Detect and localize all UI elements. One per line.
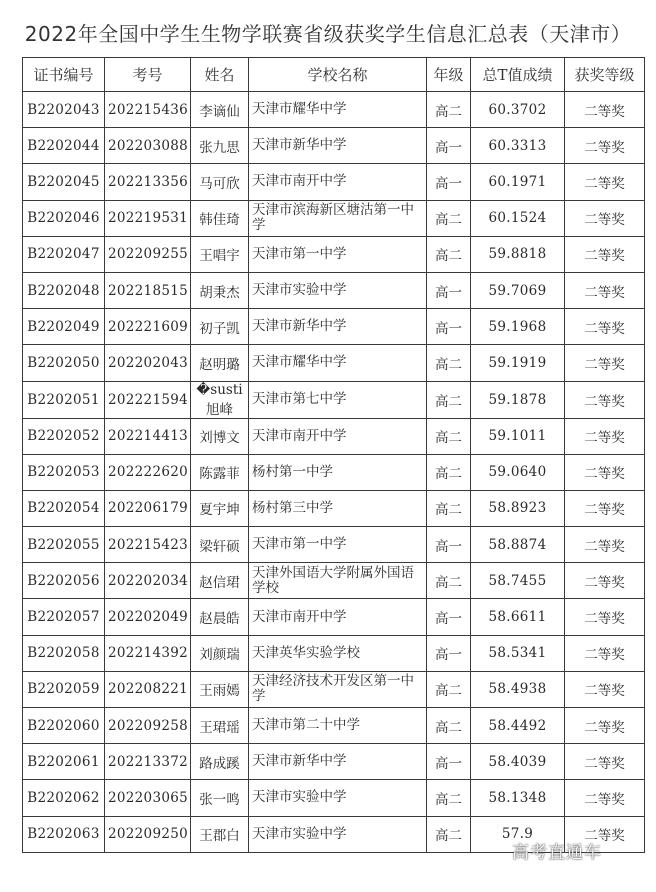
table-row xyxy=(23,381,645,418)
school-name-cell: 天津市实验中学 xyxy=(249,780,427,816)
school-name-cell: 天津市新华中学 xyxy=(249,309,427,345)
student-name-cell: 初子凯 xyxy=(191,309,249,345)
cert-number-cell: B2202052 xyxy=(23,418,105,454)
grade-cell: 高二 xyxy=(427,780,471,816)
score-cell: 58.4492 xyxy=(471,708,565,744)
exam-number-cell: 202214392 xyxy=(105,635,191,671)
school-name-cell: 天津市耀华中学 xyxy=(249,345,427,381)
school-name-cell: 天津英华实验学校 xyxy=(249,635,427,671)
student-name-cell: 李谪仙 xyxy=(191,92,249,128)
table-row xyxy=(23,92,645,128)
school-name-cell: 天津市耀华中学 xyxy=(249,92,427,128)
school-name-cell: 天津经济技术开发区第一中学 xyxy=(249,671,427,707)
grade-cell: 高一 xyxy=(427,635,471,671)
school-name-cell: 天津市南开中学 xyxy=(249,599,427,635)
school-name-cell: 天津市南开中学 xyxy=(249,418,427,454)
student-name-cell: 陈露菲 xyxy=(191,454,249,490)
grade-cell: 高二 xyxy=(427,200,471,236)
award-level-cell: 二等奖 xyxy=(565,599,645,635)
exam-number-cell: 202202043 xyxy=(105,345,191,381)
page-title: 2022年全国中学生生物学联赛省级获奖学生信息汇总表（天津市） xyxy=(24,22,632,46)
school-name-cell: 天津市新华中学 xyxy=(249,744,427,780)
exam-number-cell: 202215436 xyxy=(105,92,191,128)
table-row xyxy=(23,345,645,381)
school-name-cell: 天津市第二十中学 xyxy=(249,708,427,744)
grade-cell: 高二 xyxy=(427,816,471,852)
grade-cell: 高二 xyxy=(427,454,471,490)
exam-number-cell: 202209250 xyxy=(105,816,191,852)
student-name-cell: 王雨嫣 xyxy=(191,671,249,707)
score-cell: 59.1968 xyxy=(471,309,565,345)
student-name-cell: 赵信珺 xyxy=(191,563,249,599)
student-name-cell: 张一鸣 xyxy=(191,780,249,816)
student-name-cell: 王唱宇 xyxy=(191,236,249,272)
grade-cell: 高二 xyxy=(427,381,471,418)
cert-number-cell: B2202048 xyxy=(23,272,105,308)
score-cell: 59.7069 xyxy=(471,272,565,308)
school-name-cell: 天津市南开中学 xyxy=(249,164,427,200)
exam-number-cell: 202206179 xyxy=(105,490,191,526)
grade-cell: 高二 xyxy=(427,418,471,454)
cert-number-cell: B2202044 xyxy=(23,128,105,164)
cert-number-cell: B2202051 xyxy=(23,381,105,418)
score-cell: 58.4938 xyxy=(471,671,565,707)
grade-cell: 高一 xyxy=(427,128,471,164)
cert-number-cell: B2202059 xyxy=(23,671,105,707)
cert-number-cell: B2202061 xyxy=(23,744,105,780)
table-row xyxy=(23,272,645,308)
student-name-cell: 夏宇坤 xyxy=(191,490,249,526)
award-level-cell: 二等奖 xyxy=(565,635,645,671)
column-header-exam-number: 考号 xyxy=(105,58,191,92)
cert-number-cell: B2202060 xyxy=(23,708,105,744)
student-name-cell: �susti旭峰 xyxy=(191,381,249,418)
school-name-cell: 杨村第一中学 xyxy=(249,454,427,490)
cert-number-cell: B2202047 xyxy=(23,236,105,272)
table-row xyxy=(23,236,645,272)
score-cell: 58.4039 xyxy=(471,744,565,780)
column-header-award: 获奖等级 xyxy=(565,58,645,92)
student-name-cell: 张九思 xyxy=(191,128,249,164)
column-header-name: 姓名 xyxy=(191,58,249,92)
grade-cell: 高二 xyxy=(427,708,471,744)
cert-number-cell: B2202046 xyxy=(23,200,105,236)
award-level-cell: 二等奖 xyxy=(565,345,645,381)
table-row xyxy=(23,599,645,635)
exam-number-cell: 202209258 xyxy=(105,708,191,744)
award-level-cell: 二等奖 xyxy=(565,418,645,454)
score-cell: 58.8874 xyxy=(471,527,565,563)
cert-number-cell: B2202054 xyxy=(23,490,105,526)
score-cell: 58.1348 xyxy=(471,780,565,816)
cert-number-cell: B2202049 xyxy=(23,309,105,345)
table-row xyxy=(23,200,645,236)
column-header-score: 总T值成绩 xyxy=(471,58,565,92)
award-level-cell: 二等奖 xyxy=(565,236,645,272)
score-cell: 57.9 xyxy=(471,816,565,852)
table-row xyxy=(23,164,645,200)
school-name-cell: 杨村第三中学 xyxy=(249,490,427,526)
award-level-cell: 二等奖 xyxy=(565,816,645,852)
table-row xyxy=(23,744,645,780)
table-row xyxy=(23,309,645,345)
table-row xyxy=(23,671,645,707)
student-name-cell: 赵明璐 xyxy=(191,345,249,381)
award-level-cell: 二等奖 xyxy=(565,527,645,563)
grade-cell: 高二 xyxy=(427,490,471,526)
student-name-cell: 王珺瑶 xyxy=(191,708,249,744)
score-cell: 59.1878 xyxy=(471,381,565,418)
exam-number-cell: 202209255 xyxy=(105,236,191,272)
table-row xyxy=(23,780,645,816)
grade-cell: 高一 xyxy=(427,164,471,200)
grade-cell: 高二 xyxy=(427,92,471,128)
table-row xyxy=(23,418,645,454)
score-cell: 59.1919 xyxy=(471,345,565,381)
column-header-grade: 年级 xyxy=(427,58,471,92)
score-cell: 59.8818 xyxy=(471,236,565,272)
student-name-cell: 路成蹊 xyxy=(191,744,249,780)
student-name-cell: 王郡白 xyxy=(191,816,249,852)
exam-number-cell: 202202049 xyxy=(105,599,191,635)
award-level-cell: 二等奖 xyxy=(565,381,645,418)
school-name-cell: 天津市第一中学 xyxy=(249,236,427,272)
grade-cell: 高一 xyxy=(427,272,471,308)
cert-number-cell: B2202057 xyxy=(23,599,105,635)
school-name-cell: 天津市实验中学 xyxy=(249,272,427,308)
exam-number-cell: 202214413 xyxy=(105,418,191,454)
exam-number-cell: 202218515 xyxy=(105,272,191,308)
column-header-school: 学校名称 xyxy=(249,58,427,92)
award-level-cell: 二等奖 xyxy=(565,128,645,164)
exam-number-cell: 202221594 xyxy=(105,381,191,418)
header-row xyxy=(23,58,645,92)
award-level-cell: 二等奖 xyxy=(565,490,645,526)
exam-number-cell: 202221609 xyxy=(105,309,191,345)
exam-number-cell: 202215423 xyxy=(105,527,191,563)
score-cell: 58.6611 xyxy=(471,599,565,635)
student-name-cell: 刘博文 xyxy=(191,418,249,454)
award-level-cell: 二等奖 xyxy=(565,671,645,707)
award-level-cell: 二等奖 xyxy=(565,708,645,744)
table-row xyxy=(23,527,645,563)
grade-cell: 高二 xyxy=(427,236,471,272)
school-name-cell: 天津市新华中学 xyxy=(249,128,427,164)
grade-cell: 高一 xyxy=(427,309,471,345)
cert-number-cell: B2202058 xyxy=(23,635,105,671)
grade-cell: 高二 xyxy=(427,563,471,599)
school-name-cell: 天津市滨海新区塘沽第一中学 xyxy=(249,200,427,236)
student-name-cell: 韩佳琦 xyxy=(191,200,249,236)
grade-cell: 高二 xyxy=(427,671,471,707)
student-name-cell: 梁轩硕 xyxy=(191,527,249,563)
school-name-cell: 天津外国语大学附属外国语学校 xyxy=(249,563,427,599)
score-cell: 58.7455 xyxy=(471,563,565,599)
grade-cell: 高二 xyxy=(427,345,471,381)
score-cell: 58.5341 xyxy=(471,635,565,671)
table-row xyxy=(23,454,645,490)
school-name-cell: 天津市实验中学 xyxy=(249,816,427,852)
student-name-cell: 胡秉杰 xyxy=(191,272,249,308)
exam-number-cell: 202203088 xyxy=(105,128,191,164)
cert-number-cell: B2202045 xyxy=(23,164,105,200)
score-cell: 60.1524 xyxy=(471,200,565,236)
cert-number-cell: B2202062 xyxy=(23,780,105,816)
award-level-cell: 二等奖 xyxy=(565,454,645,490)
student-name-cell: 马可欣 xyxy=(191,164,249,200)
score-cell: 58.8923 xyxy=(471,490,565,526)
watermark: 高考直通车 xyxy=(512,843,602,863)
exam-number-cell: 202222620 xyxy=(105,454,191,490)
exam-number-cell: 202213356 xyxy=(105,164,191,200)
exam-number-cell: 202219531 xyxy=(105,200,191,236)
award-level-cell: 二等奖 xyxy=(565,563,645,599)
table-row xyxy=(23,128,645,164)
cert-number-cell: B2202053 xyxy=(23,454,105,490)
award-level-cell: 二等奖 xyxy=(565,309,645,345)
student-name-cell: 赵晨皓 xyxy=(191,599,249,635)
score-cell: 60.3313 xyxy=(471,128,565,164)
cert-number-cell: B2202056 xyxy=(23,563,105,599)
award-level-cell: 二等奖 xyxy=(565,272,645,308)
table-row xyxy=(23,563,645,599)
score-cell: 59.1011 xyxy=(471,418,565,454)
award-level-cell: 二等奖 xyxy=(565,780,645,816)
score-cell: 60.1971 xyxy=(471,164,565,200)
grade-cell: 高一 xyxy=(427,527,471,563)
cert-number-cell: B2202050 xyxy=(23,345,105,381)
award-level-cell: 二等奖 xyxy=(565,92,645,128)
table-body xyxy=(23,92,645,853)
exam-number-cell: 202208221 xyxy=(105,671,191,707)
student-name-cell: 刘颜瑞 xyxy=(191,635,249,671)
table-row xyxy=(23,490,645,526)
results-table xyxy=(22,57,645,853)
table-row xyxy=(23,635,645,671)
school-name-cell: 天津市第一中学 xyxy=(249,527,427,563)
school-name-cell: 天津市第七中学 xyxy=(249,381,427,418)
score-cell: 60.3702 xyxy=(471,92,565,128)
column-header-cert-number: 证书编号 xyxy=(23,58,105,92)
score-cell: 59.0640 xyxy=(471,454,565,490)
grade-cell: 高一 xyxy=(427,744,471,780)
exam-number-cell: 202203065 xyxy=(105,780,191,816)
award-level-cell: 二等奖 xyxy=(565,164,645,200)
cert-number-cell: B2202063 xyxy=(23,816,105,852)
grade-cell: 高一 xyxy=(427,599,471,635)
exam-number-cell: 202213372 xyxy=(105,744,191,780)
cert-number-cell: B2202043 xyxy=(23,92,105,128)
award-level-cell: 二等奖 xyxy=(565,744,645,780)
exam-number-cell: 202202034 xyxy=(105,563,191,599)
table-row xyxy=(23,708,645,744)
award-level-cell: 二等奖 xyxy=(565,200,645,236)
cert-number-cell: B2202055 xyxy=(23,527,105,563)
